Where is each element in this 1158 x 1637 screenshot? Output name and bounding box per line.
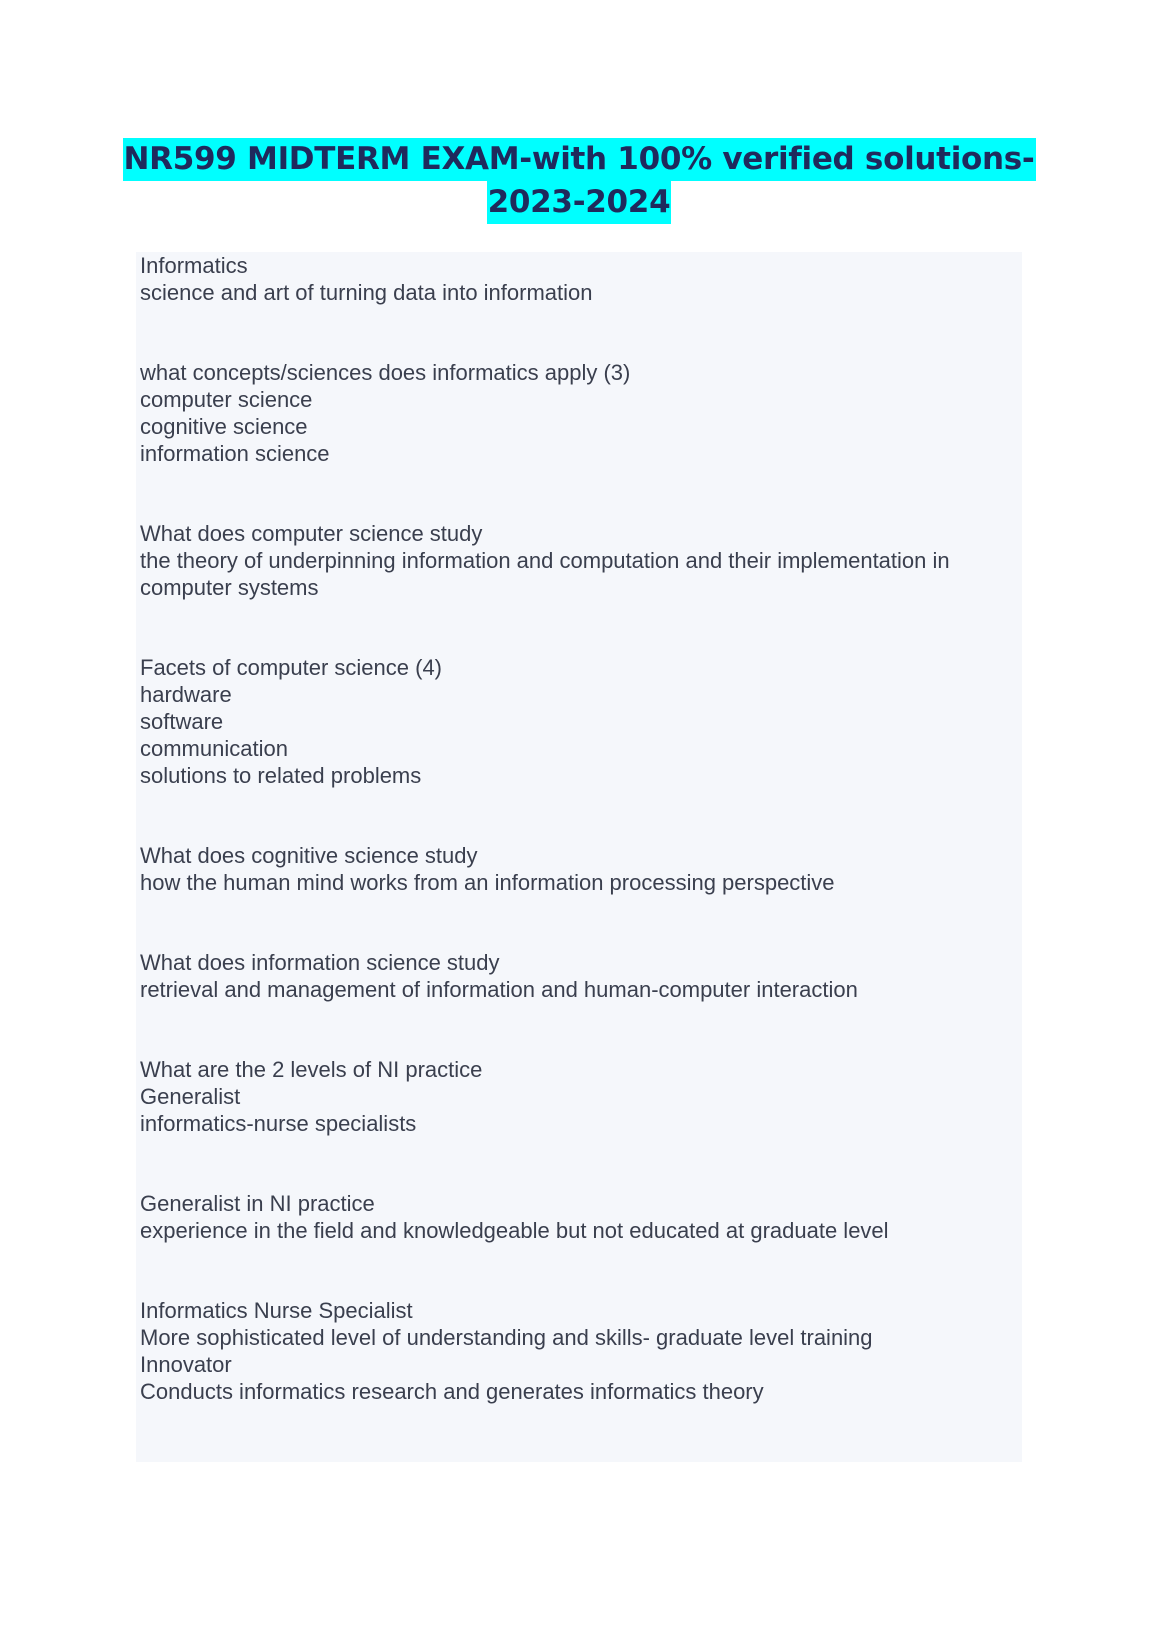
card-definition: Conducts informatics research and generates informatics theory bbox=[140, 1379, 764, 1404]
document-title bbox=[0, 138, 1158, 224]
card-definition: how the human mind works from an information processing perspective bbox=[140, 870, 835, 895]
card-definition: retrieval and management of information and human-computer interaction bbox=[140, 977, 858, 1002]
card-definition: communication bbox=[140, 736, 288, 761]
card-definition: hardware bbox=[140, 682, 232, 707]
card-definition: informatics-nurse specialists bbox=[140, 1111, 417, 1136]
flashcard bbox=[140, 1297, 1020, 1405]
card-term: Informatics bbox=[140, 253, 248, 278]
flashcard bbox=[140, 520, 1020, 601]
card-definition: computer science bbox=[140, 387, 313, 412]
card-term: What does computer science study bbox=[140, 521, 483, 546]
card-definition: information science bbox=[140, 441, 330, 466]
flashcard-list bbox=[140, 252, 1020, 1458]
card-definition: solutions to related problems bbox=[140, 763, 422, 788]
flashcard bbox=[140, 252, 1020, 306]
card-definition: science and art of turning data into information bbox=[140, 280, 593, 305]
flashcard bbox=[140, 359, 1020, 467]
card-definition: software bbox=[140, 709, 224, 734]
card-definition: experience in the field and knowledgeable but not educated at graduate level bbox=[140, 1218, 889, 1243]
card-term: What does information science study bbox=[140, 950, 500, 975]
flashcard bbox=[140, 1056, 1020, 1137]
card-term: Informatics Nurse Specialist bbox=[140, 1298, 413, 1323]
card-definition: cognitive science bbox=[140, 414, 308, 439]
card-term: Facets of computer science (4) bbox=[140, 655, 443, 680]
card-term: what concepts/sciences does informatics apply (3) bbox=[140, 360, 631, 385]
card-definition: Generalist bbox=[140, 1084, 241, 1109]
card-term: What are the 2 levels of NI practice bbox=[140, 1057, 483, 1082]
card-definition: More sophisticated level of understanding and skills- graduate level training bbox=[140, 1325, 873, 1350]
flashcard bbox=[140, 842, 1020, 896]
card-definition: the theory of underpinning information and computation and their implementation in computer systems bbox=[140, 548, 950, 600]
card-term: Generalist in NI practice bbox=[140, 1191, 375, 1216]
card-term: What does cognitive science study bbox=[140, 843, 478, 868]
title-line-2: 2023-2024 bbox=[487, 181, 672, 224]
flashcard bbox=[140, 654, 1020, 789]
flashcard bbox=[140, 949, 1020, 1003]
flashcard bbox=[140, 1190, 1020, 1244]
card-definition: Innovator bbox=[140, 1352, 232, 1377]
title-line-1: NR599 MIDTERM EXAM-with 100% verified solutions- bbox=[123, 138, 1036, 181]
